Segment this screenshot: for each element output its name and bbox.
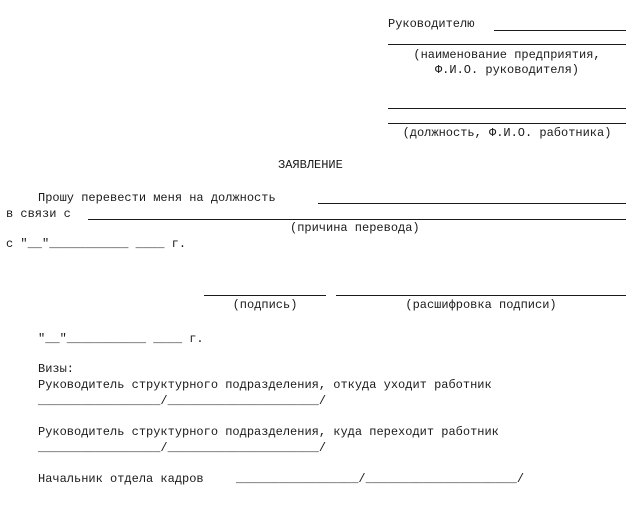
from-dept-label: Руководитель структурного подразделения, откуда уходит работник [38,378,492,392]
enterprise-line[interactable] [388,44,626,45]
enterprise-hint-2: Ф.И.О. руководителя) [434,63,580,77]
reason-label: в связи с [6,207,71,221]
from-dept-signature-line[interactable]: _________________/_____________________/ [38,394,327,408]
employee-line-2[interactable] [388,123,626,124]
visas-heading: Визы: [38,362,75,376]
reason-hint: (причина перевода) [290,221,420,235]
hr-signature-line[interactable]: _________________/_____________________/ [236,472,525,486]
signature-hint: (подпись) [232,298,298,312]
to-dept-label: Руководитель структурного подразделения, куда переходит работник [38,425,499,439]
page-title: ЗАЯВЛЕНИЕ [278,158,343,172]
employee-hint: (должность, Ф.И.О. работника) [402,126,612,140]
date-from[interactable]: с "__"___________ ____ г. [6,237,187,251]
to-dept-signature-line[interactable]: _________________/_____________________/ [38,441,327,455]
decoding-hint: (расшифровка подписи) [405,298,557,312]
hr-label: Начальник отдела кадров [38,472,204,486]
signature-line[interactable] [204,295,326,296]
request-text: Прошу перевести меня на должность [38,191,276,205]
position-line[interactable] [318,203,626,204]
reason-line[interactable] [88,219,626,220]
application-date[interactable]: "__"___________ ____ г. [38,332,204,346]
addressee-label: Руководителю [388,17,475,31]
employee-line-1[interactable] [388,108,626,109]
signature-decoding-line[interactable] [336,295,626,296]
addressee-name-line[interactable] [494,30,626,31]
enterprise-hint-1: (наименование предприятия, [413,48,601,62]
